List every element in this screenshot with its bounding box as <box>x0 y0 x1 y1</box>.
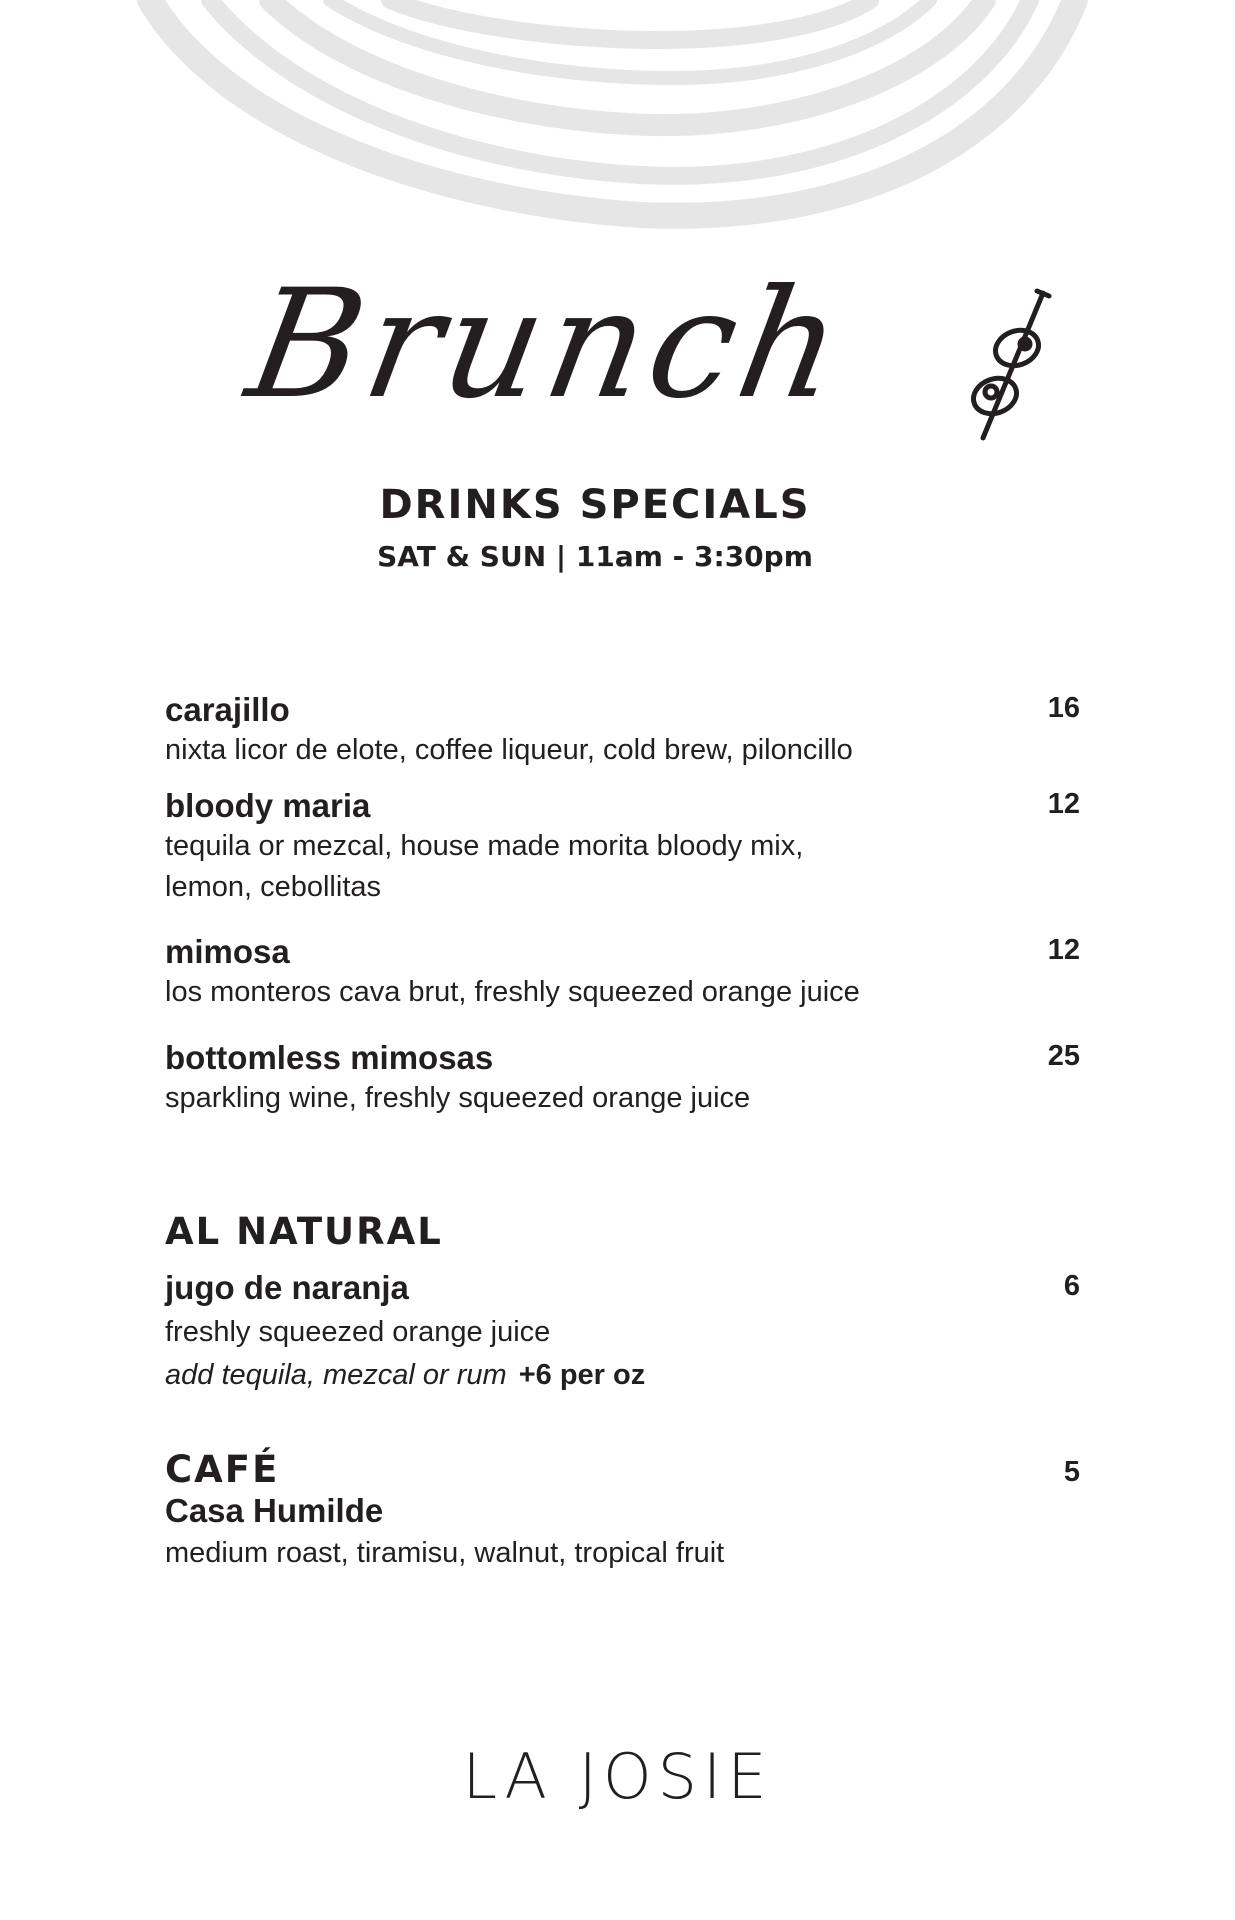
drinks-specials-heading: DRINKS SPECIALS <box>379 482 811 528</box>
addon-price: +6 per oz <box>518 1359 646 1391</box>
menu-item-carajillo <box>165 690 1080 771</box>
menu-item-jugo-de-naranja <box>165 1268 1080 1395</box>
menu-content <box>165 0 1080 1920</box>
item-price: 5 <box>1063 1456 1080 1488</box>
menu-item-bloody-maria <box>165 786 1080 908</box>
item-name: Casa Humilde <box>165 1492 384 1529</box>
item-price: 12 <box>1047 788 1080 820</box>
item-description: medium roast, tiramisu, walnut, tropical fruit <box>165 1537 725 1569</box>
item-description: nixta licor de elote, coffee liqueur, cold brew, piloncillo <box>165 734 853 766</box>
item-name: bloody maria <box>165 787 371 824</box>
item-name: jugo de naranja <box>165 1269 409 1306</box>
page-title: Brunch <box>236 258 860 432</box>
item-price: 12 <box>1047 934 1080 966</box>
item-price: 6 <box>1063 1270 1080 1302</box>
item-description: sparkling wine, freshly squeezed orange juice <box>165 1082 751 1114</box>
menu-item-cafe <box>165 1448 1080 1574</box>
service-hours: SAT & SUN | 11am - 3:30pm <box>377 540 813 573</box>
item-price: 25 <box>1047 1040 1080 1072</box>
item-description: freshly squeezed orange juice <box>165 1316 551 1348</box>
item-description: los monteros cava brut, freshly squeezed orange juice <box>165 976 860 1008</box>
item-name: carajillo <box>165 691 290 728</box>
item-name: mimosa <box>165 933 290 970</box>
section-heading-cafe: CAFÉ <box>165 1448 280 1491</box>
addon-line <box>165 1355 1080 1395</box>
item-price: 16 <box>1047 692 1080 724</box>
section-heading-al-natural: AL NATURAL <box>165 1210 443 1253</box>
addon-note: add tequila, mezcal or rum <box>165 1359 507 1391</box>
menu-item-mimosa <box>165 932 1080 1013</box>
brand-logo: LA JOSIE <box>462 1740 773 1813</box>
menu-item-bottomless-mimosas <box>165 1038 1080 1119</box>
item-name: bottomless mimosas <box>165 1039 494 1076</box>
item-description: tequila or mezcal, house made morita bloody mix, lemon, cebollitas <box>165 830 804 903</box>
